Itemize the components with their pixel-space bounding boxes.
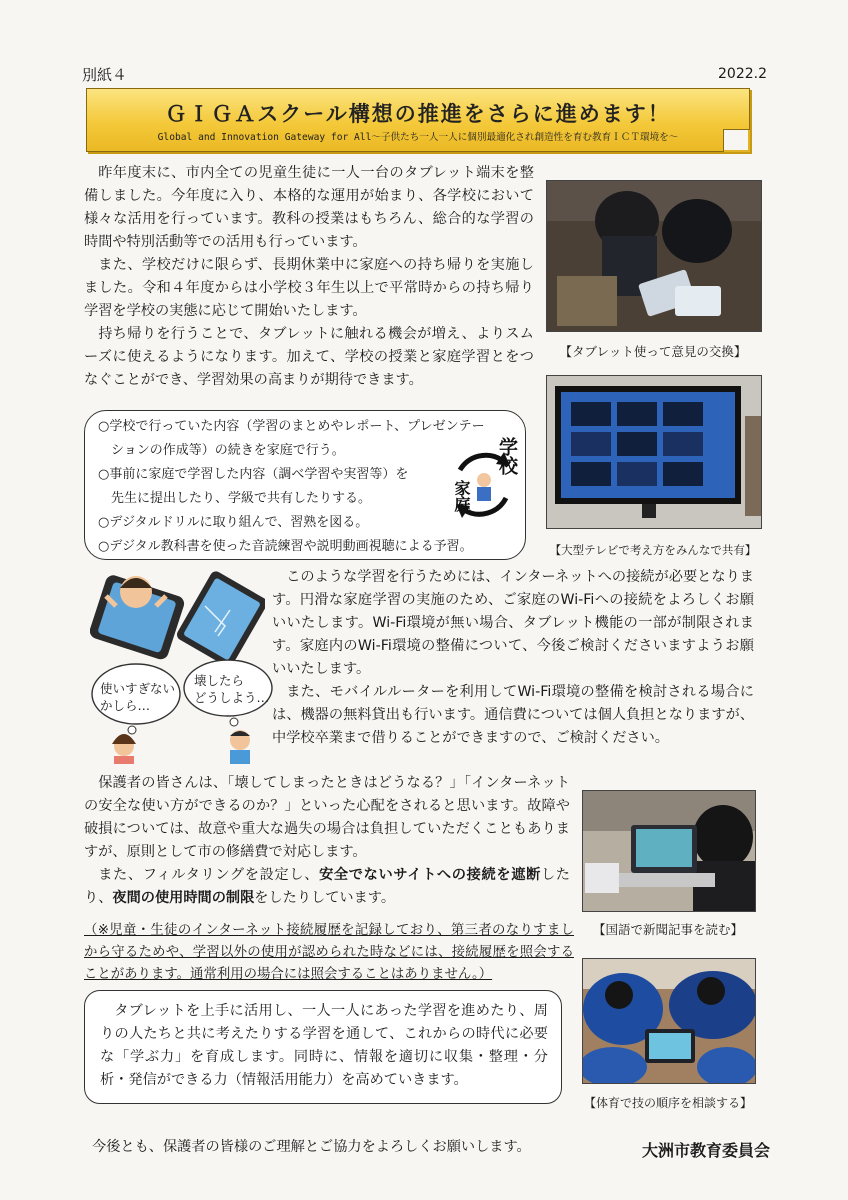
intro-paragraph-3: 持ち帰りを行うことで、タブレットに触れる機会が増え、よりスムーズに使えるようになります。加えて、学校の授業と家庭学習とをつなぐことができ、学習効果の高まりが期待できます。	[84, 326, 534, 388]
page-title: ＧＩＧＡスクール構想の推進をさらに進めます！	[165, 102, 671, 126]
thought-cloud-left	[100, 680, 175, 714]
thought-cloud-right	[194, 672, 269, 706]
activity-item-6: ○デジタル教科書を使った音読練習や説明動画視聴による予習。	[98, 539, 473, 554]
banner-fold-corner	[723, 129, 750, 152]
intro-text	[84, 162, 534, 392]
photo-caption-3: 【国語で新聞記事を読む】	[592, 922, 743, 937]
safety-note: （※児童・生徒のインターネット接続履歴を記録しており、第三者のなりすましから守るためや、学習以外の使用が認められた時などには、接続履歴を照会することがあります。通常利用の場合には照会することはありません。）	[84, 923, 574, 982]
safety-emphasis-night-limit: 夜間の使用時間の制限	[112, 890, 255, 906]
activity-item-1: ○学校で行っていた内容（学習のまとめやレポート、プレゼンテー	[98, 419, 485, 434]
intro-paragraph-2: また、学校だけに限らず、長期休業中に家庭への持ち帰りを実施しました。令和４年度からは小学校３年生以上で平常時からの持ち帰り学習を学校の実態に応じて開始いたします。	[84, 257, 534, 319]
closing-message: 今後とも、保護者の皆様のご理解とご協力をよろしくお願いします。	[92, 1139, 531, 1155]
safety-text	[84, 772, 570, 910]
title-banner	[86, 88, 750, 152]
wifi-paragraph-1: このような学習を行うためには、インターネットへの接続が必要となります。円滑な家庭学習の実施のため、ご家庭のWi-Fiへの接続をよろしくお願いいたします。Wi-Fi環境が無い場合、タブレット機能の一部が制限されます。家庭内のWi-Fi環境の整備について、今後ご検討くださいますようお願いいたします。	[272, 569, 754, 677]
activity-item-4: 先生に提出したり、学級で共有したりする。	[98, 491, 372, 506]
cloud-right-line-2: どうしよう…	[194, 690, 270, 705]
safety-paragraph-1: 保護者の皆さんは、「壊してしまったときはどうなる？」「インターネットの安全な使い方ができるのか？」といった心配をされると思います。故障や破損については、故意や重大な過失の場合は負担していただくこともありますが、原則として市の修繕費で対応します。	[84, 775, 570, 860]
cloud-left-line-2: かしら…	[100, 698, 151, 713]
activity-item-2: ションの作成等）の続きを家庭で行う。	[98, 443, 345, 458]
activity-item-5: ○デジタルドリルに取り組んで、習熟を図る。	[98, 515, 369, 530]
photo-newspaper-reading	[582, 790, 756, 912]
issuer-name: 大洲市教育委員会	[642, 1141, 771, 1160]
summary-text	[100, 1000, 548, 1092]
cycle-label-school: 学校	[496, 437, 518, 475]
document-date: 2022.2	[718, 66, 767, 82]
cloud-right-line-1: 壊したら	[194, 673, 245, 688]
summary-paragraph: タブレットを上手に活用し、一人一人にあった学習を進めたり、周りの人たちと共に考えたりする学習を通して、これからの時代に必要な「学ぶ力」を育成します。同時に、情報を適切に収集・整理・分析・発信ができる力（情報活用能力）を高めていきます。	[100, 1003, 548, 1088]
intro-paragraph-1: 昨年度末に、市内全ての児童生徒に一人一台のタブレット端末を整備しました。今年度に入り、本格的な運用が始まり、各学校において様々な活用を行っています。教科の授業はもちろん、総合的な学習の時間や特別活動等での活用も行っています。	[84, 165, 534, 250]
safety-p2-part-c: したり、	[84, 867, 570, 906]
wifi-text	[272, 566, 754, 750]
cloud-left-line-1: 使いすぎない	[100, 681, 176, 696]
photo-caption-1: 【タブレット使って意見の交換】	[559, 344, 747, 359]
wifi-paragraph-2: また、モバイルルーターを利用してWi-Fi環境の整備を検討される場合には、機器の無料貸出も行います。通信費については個人負担となりますが、中学校卒業まで借りることができますので、ご検討ください。	[272, 684, 754, 746]
attachment-label: 別紙４	[82, 66, 128, 84]
cycle-label-home: 家庭	[452, 480, 471, 512]
photo-pe-discussion	[582, 958, 756, 1084]
broken-device-illustration	[90, 566, 265, 666]
safety-p2-part-a: また、フィルタリングを設定し、	[98, 867, 320, 883]
safety-p2-part-e: をしたりしています。	[254, 890, 396, 906]
photo-caption-4: 【体育で技の順序を相談する】	[583, 1096, 752, 1110]
photo-caption-2: 【大型テレビで考え方をみんなで共有】	[549, 543, 757, 557]
safety-paragraph-2	[84, 864, 570, 910]
photo-tablet-discussion	[546, 180, 762, 332]
photo-large-tv	[546, 375, 762, 529]
safety-emphasis-blocking: 安全でないサイトへの接続を遮断	[319, 867, 541, 883]
activity-item-3: ○事前に家庭で学習した内容（調べ学習や実習等）を	[98, 467, 409, 482]
activities-list	[98, 415, 485, 559]
page-subtitle: Global and Innovation Gateway for All～子供たち一人一人に個別最適化され創造性を育む教育ＩＣＴ環境を～	[157, 132, 679, 143]
